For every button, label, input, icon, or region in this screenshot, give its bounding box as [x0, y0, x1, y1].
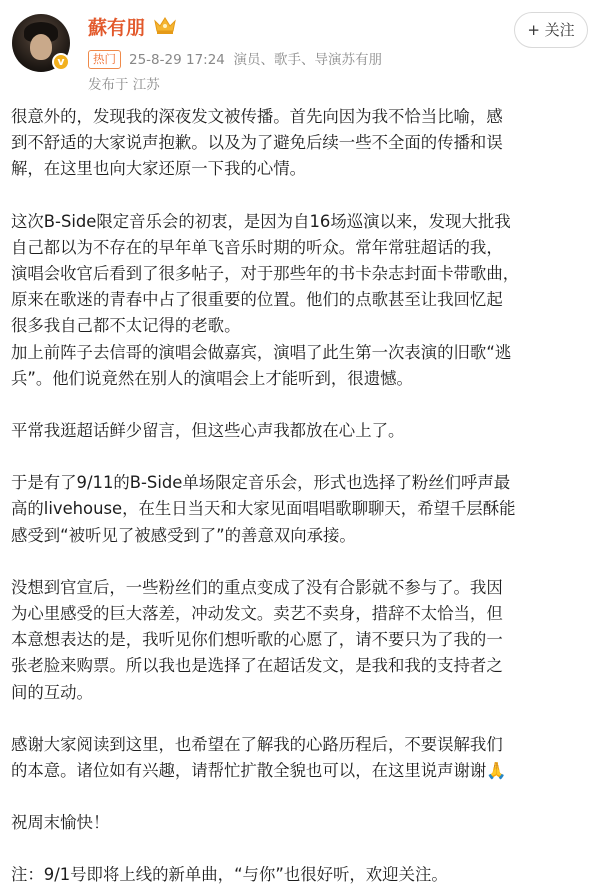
line: 本意想表达的是，我听见你们想听歌的心愿了，请不要只为了我的一 — [11, 630, 503, 650]
line: 高的livehouse，在生日当天和大家见面唱唱歌聊聊天，希望千层酥能 — [11, 499, 516, 519]
line: 祝周末愉快！ — [11, 813, 110, 833]
verified-badge-icon: v — [52, 53, 70, 71]
paragraph-8 — [11, 862, 593, 888]
line: 于是有了9/11的B-Side单场限定音乐会，形式也选择了粉丝们呼声最 — [11, 473, 511, 493]
post-timestamp: 25-8-29 17:24 — [129, 52, 225, 68]
line: 很意外的，发现我的深夜发文被传播。首先向因为我不恰当比喻，感 — [11, 107, 503, 126]
line: 张老脸来购票。所以我也是选择了在超话发文，是我和我的支持者之 — [11, 656, 503, 676]
hot-badge: 热门 — [88, 50, 121, 69]
line: 注：9/1号即将上线的新单曲，“与你”也很好听，欢迎关注。 — [11, 865, 448, 885]
line: 为心里感受的巨大落差，冲动发文。卖艺不卖身，措辞不太恰当，但 — [11, 604, 503, 624]
line: 这次B-Side限定音乐会的初衷，是因为自16场巡演以来，发现大批我 — [11, 211, 511, 231]
line: 到不舒适的大家说声抱歉。以及为了避免后续一些不全面的传播和误 — [11, 133, 503, 153]
paragraph-7 — [11, 810, 593, 836]
line: 自己都以为不存在的早年单飞音乐时期的听众。常年常驻超话的我， — [11, 237, 503, 257]
line: 原来在歌迷的青春中占了很重要的位置。他们的点歌甚至让我回忆起 — [11, 290, 503, 310]
paragraph-3 — [11, 418, 593, 444]
paragraph-6 — [11, 732, 593, 784]
line: 解，在这里也向大家还原一下我的心情。 — [11, 159, 307, 179]
paragraph-5 — [11, 575, 593, 706]
paragraph-4 — [11, 470, 593, 549]
line: 兵”。他们说竟然在别人的演唱会上才能听到，很遗憾。 — [11, 368, 413, 388]
post-body — [11, 104, 593, 889]
line: 演唱会收官后看到了很多帖子，对于那些年的书卡杂志封面卡带歌曲， — [11, 264, 520, 284]
line: 间的互动。 — [11, 682, 93, 702]
paragraph-2 — [11, 209, 593, 392]
line: 的本意。诸位如有兴趣，请帮忙扩散全貌也可以，在这里说声谢谢🙏 — [11, 761, 507, 781]
post-meta — [88, 48, 382, 69]
line: 平常我逛超话鲜少留言，但这些心声我都放在心上了。 — [11, 421, 405, 441]
vip-crown-icon — [152, 15, 178, 35]
avatar-face — [30, 34, 52, 60]
paragraph-1 — [11, 104, 593, 183]
user-name[interactable]: 蘇有朋 — [88, 17, 146, 39]
line: 感受到“被听见了被感受到了”的善意双向承接。 — [11, 525, 356, 545]
line: 没想到官宣后，一些粉丝们的重点变成了没有合影就不参与了。我因 — [11, 577, 503, 597]
line: 加上前阵子去信哥的演唱会做嘉宾，演唱了此生第一次表演的旧歌“逃 — [11, 342, 512, 362]
post-header — [0, 0, 600, 98]
line: 很多我自己都不太记得的老歌。 — [11, 316, 241, 336]
user-bio: 演员、歌手、导演苏有朋 — [233, 52, 382, 68]
follow-button[interactable]: + 关注 — [514, 12, 588, 48]
line: 感谢大家阅读到这里，也希望在了解我的心路历程后，不要误解我们 — [11, 734, 503, 754]
post-location: 发布于 江苏 — [88, 77, 160, 93]
